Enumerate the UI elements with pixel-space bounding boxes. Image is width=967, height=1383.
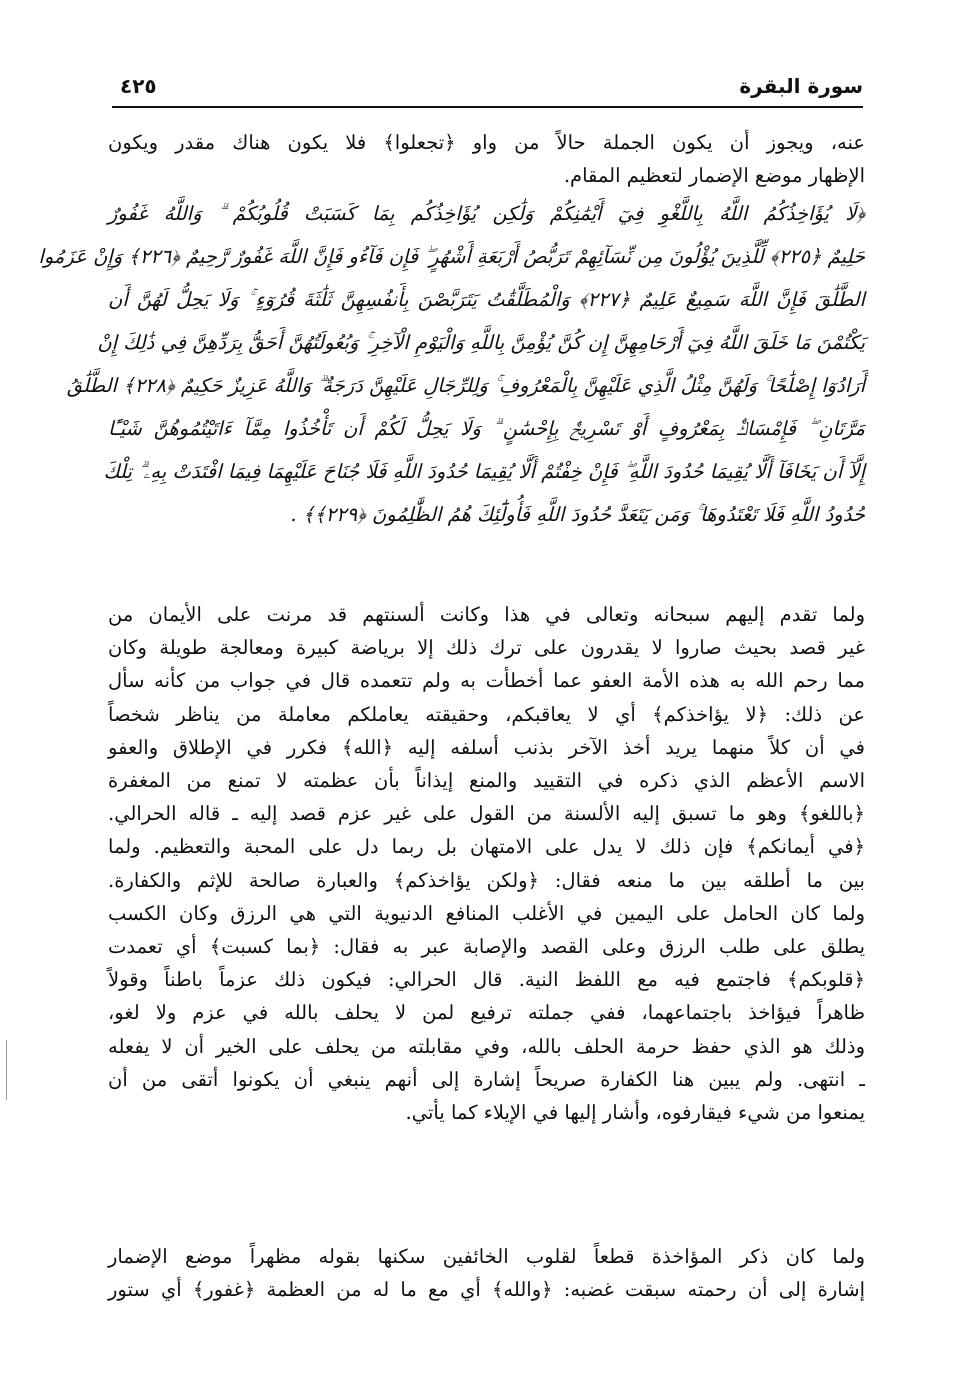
page-number: ٤٢٥ — [120, 74, 157, 98]
text-line: يمنعوا من شيء فيقارفوه، وأشار إليها في الإيلاء كما يأتي. — [405, 1101, 865, 1125]
verse-line: يَكْتُمْنَ مَا خَلَقَ اللَّهُ فِيٓ أَرْحَامِهِنَّ إِن كُنَّ يُؤْمِنَّ بِاللَّهِ وَالْيَوْمِ الْآخِرِ ۚ وَبُعُولَتُهُنَّ أَحَقُّ بِرَدِّهِنَّ فِي ذَٰلِكَ إِنْ — [97, 331, 865, 354]
verse-line: حُدُودُ اللَّهِ فَلَا تَعْتَدُوهَا ۚ وَمَن يَتَعَدَّ حُدُودَ اللَّهِ فَأُولَٰٓئِكَ هُمُ الظَّٰلِمُونَ ﴿٢٢٩﴾﴾ . — [290, 503, 865, 526]
text-line: عن ذلك: ﴿لا يؤاخذكم﴾ أي لا يعاقبكم، وحقيقته يعاملكم معاملة من يناظر شخصاً — [108, 702, 865, 726]
text-line: ﴿باللغو﴾ وهو ما تسبق إليه الألسنة من القول على غير عزم قصد إليه ـ قاله الحرالي. — [108, 802, 865, 826]
verse-line: إِلَّآ أَن يَخَافَآ أَلَّا يُقِيمَا حُدُودَ اللَّهِ ۖ فَإِنْ خِفْتُمْ أَلَّا يُقِيمَا حُدُودَ اللَّهِ فَلَا جُنَاحَ عَلَيْهِمَا فِيمَا افْتَدَتْ بِهِۦ ۗ تِلْكَ — [103, 460, 865, 483]
paragraph-1 — [108, 126, 865, 192]
text-line: ظاهراً فيؤاخذ باجتماعهما، ففي جملته ترفيع لمن لا يحلف بالله في عزم ولا لغو، — [108, 1001, 865, 1025]
text-line: ﴿قلوبكم﴾ فاجتمع فيه مع اللفظ النية. قال الحرالي: فيكون ذلك عزماً باطناً وقولاً — [108, 968, 865, 992]
text-line: ـ انتهى. ولم يبين هنا الكفارة صريحاً إشارة إلى أنهم ينبغي أن يكونوا أتقى من أن — [108, 1067, 865, 1091]
page-header — [112, 70, 863, 108]
verse-line: حَلِيمٌ ﴿٢٢٥﴾ لِّلَّذِينَ يُؤْلُونَ مِن نِّسَآئِهِمْ تَرَبُّصُ أَرْبَعَةِ أَشْهُرٍ ۖ فَإِن فَآءُو فَإِنَّ اللَّهَ غَفُورٌ رَّحِيمٌ ﴿٢٢٦﴾ وَإِنْ عَزَمُوا — [38, 245, 865, 268]
text-line: بين ما أطلقه بين ما منعه فقال: ﴿ولكن يؤاخذكم﴾ والعبارة صالحة للإثم والكفارة. — [108, 868, 865, 892]
text-line: غير قصد بحيث صاروا لا يقدرون على ترك ذلك إلا برياضة كبيرة ومعالجة طويلة وكان — [108, 636, 865, 660]
paragraph-2 — [108, 598, 865, 1129]
text-line: وذلك هو الذي حفظ حرمة الحلف بالله، وفي مقابلته من يحلف على الخير أن لا يفعله — [108, 1034, 865, 1058]
text-line: إشارة إلى أن رحمته سبقت غضبه: ﴿والله﴾ أي مع ما له من العظمة ﴿غفور﴾ أي ستور — [108, 1278, 865, 1302]
verse-line: ﴿لَا يُؤَاخِذُكُمُ اللَّهُ بِاللَّغْوِ فِيٓ أَيْمَٰنِكُمْ وَلَٰكِن يُؤَاخِذُكُم بِمَا كَسَبَتْ قُلُوبُكُمْ ۗ وَاللَّهُ غَفُورٌ — [108, 202, 865, 225]
text-line: ولما كان ذكر المؤاخذة قطعاً لقلوب الخائفين سكنها بقوله مظهراً موضع الإضمار — [108, 1245, 865, 1268]
text-line: ولما تقدم إليهم سبحانه وتعالى في هذا وكانت ألسنتهم قد مرنت على الأيمان من — [108, 603, 865, 626]
verse-line: مَرَّتَانِ ۖ فَإِمْسَاكٌۢ بِمَعْرُوفٍ أَوْ تَسْرِيحٌۢ بِإِحْسَٰنٍ ۗ وَلَا يَحِلُّ لَكُمْ أَن تَأْخُذُوا مِمَّآ ءَاتَيْتُمُوهُنَّ شَيْـًٔا — [108, 417, 865, 440]
text-line: ولما كان الحامل على اليمين في الأغلب المنافع الدنيوية التي هي الرزق وكان الكسب — [108, 901, 865, 925]
text-line: الاسم الأعظم الذي ذكره في التقييد والمنع إيذاناً بأن عظمته لا تمنع من المغفرة — [108, 769, 865, 793]
paragraph-3 — [108, 1240, 865, 1306]
text-line: عنه، ويجوز أن يكون الجملة حالاً من واو ﴿تجعلوا﴾ فلا يكون هناك مقدر ويكون — [108, 131, 865, 154]
scan-edge-line — [6, 1040, 7, 1100]
verse-line: أَرَادُوٓا إِصْلَٰحًا ۚ وَلَهُنَّ مِثْلُ الَّذِي عَلَيْهِنَّ بِالْمَعْرُوفِ ۚ وَلِلرِّجَالِ عَلَيْهِنَّ دَرَجَةٌ ۗ وَاللَّهُ عَزِيزٌ حَكِيمٌ ﴿٢٢٨﴾ الطَّلَٰقُ — [66, 374, 865, 397]
text-line: مما رحم الله به هذه الأمة العفو عما أخطأت به ولم تتعمده قال في جواب من كأنه سأل — [108, 669, 865, 693]
text-line: الإظهار موضع الإضمار لتعظيم المقام. — [563, 164, 865, 188]
text-line: ﴿في أيمانكم﴾ فإن ذلك لا يدل على الامتهان بل ربما دل على المحبة والتعظيم. ولما — [108, 835, 865, 859]
quran-verse-block — [38, 192, 865, 536]
verse-line: الطَّلَٰقَ فَإِنَّ اللَّهَ سَمِيعٌ عَلِيمٌ ﴿٢٢٧﴾ وَالْمُطَلَّقَٰتُ يَتَرَبَّصْنَ بِأَنفُسِهِنَّ ثَلَٰثَةَ قُرُوٓءٍ ۚ وَلَا يَحِلُّ لَهُنَّ أَن — [108, 288, 865, 311]
text-line: يطلق على طلب الرزق وعلى القصد والإصابة عبر به فقال: ﴿بما كسبت﴾ أي تعمدت — [108, 935, 865, 959]
surah-title: سورة البقرة — [739, 74, 863, 98]
text-line: في أن كلاً منهما يريد أخذ الآخر بذنب أسلفه إليه ﴿الله﴾ فكرر في الإطلاق والعفو — [108, 735, 865, 759]
